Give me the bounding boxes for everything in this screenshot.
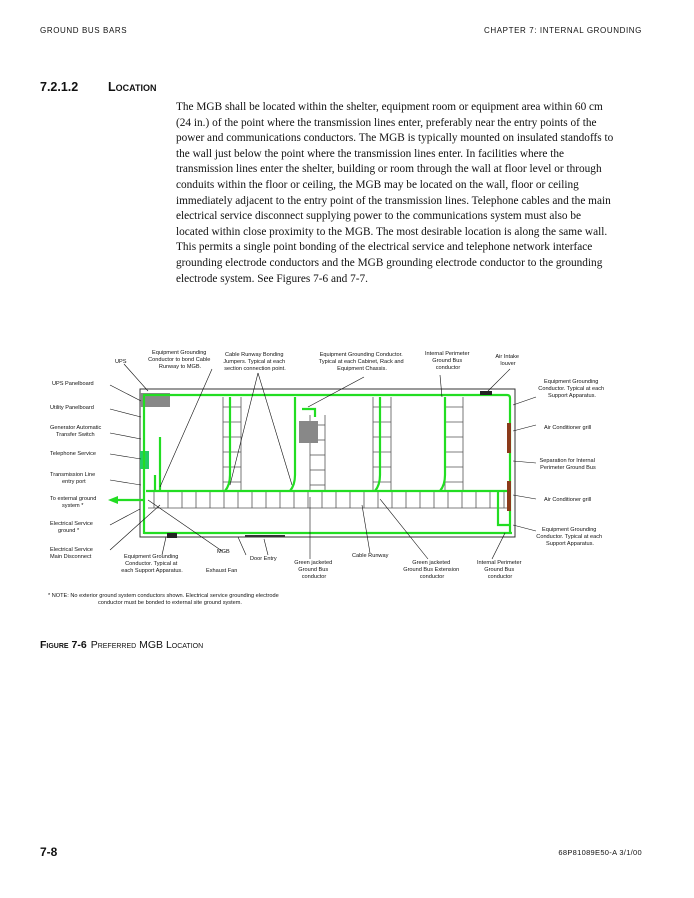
- label-ac-grill-1: Air Conditioner grill: [544, 425, 592, 431]
- air-intake-louver: [480, 391, 492, 395]
- label-to-ext-ground: To external ground system *: [50, 496, 97, 509]
- label-ac-grill-2: Air Conditioner grill: [544, 497, 592, 503]
- label-int-perim-bottom: Internal Perimeter Ground Bus conductor: [476, 560, 522, 580]
- figure-caption-label: Figure 7-6: [40, 639, 87, 651]
- label-ups-panelboard: UPS Panelboard: [52, 381, 94, 387]
- label-utility-panelboard: Utility Panelboard: [50, 405, 94, 411]
- section-title: Location: [108, 80, 157, 94]
- label-elec-service-ground: Electrical Service ground *: [50, 521, 93, 534]
- running-header-left: GROUND BUS BARS: [40, 26, 128, 35]
- label-int-perim-top: Internal Perimeter Ground Bus conductor: [424, 351, 470, 371]
- label-gen-ats: Generator Automatic Transfer Switch: [50, 425, 102, 438]
- figure-note: * NOTE: No exterior ground system conductors shown. Electrical service grounding electrode conductor must be bonded to external site ground system.: [48, 593, 279, 606]
- document-id: 68P81089E50-A 3/1/00: [558, 848, 642, 857]
- section-number: 7.2.1.2: [40, 80, 79, 94]
- label-eq-gnd-support-bottom: Equipment Grounding Conductor. Typical at each Support Apparatus.: [121, 554, 183, 574]
- leader-lines: [110, 364, 536, 559]
- mgb-location-diagram: [40, 345, 660, 615]
- external-ground-arrow: [108, 496, 118, 504]
- figure-caption: [40, 639, 203, 651]
- label-door-entry: Door Entry: [250, 556, 277, 562]
- body-paragraph: The MGB shall be located within the shelter, equipment room or equipment area within 60 cm (24 in.) of the point where the transmission lines enter, preferably near the entry points of the power and communications conductors. The MGB is typically mounted on insulated standoffs to the wall just below the point where the transmission lines enter. In facilities where the transmission lines enter the shelter, building or room through the wall at floor level or through conduits within the floor or ceiling, the MGB may be located on the wall, floor or ceiling immediately adjacent to the entry point of the transmission lines. Telephone cables and the main electrical service disconnect supplying power to the communications system must also be located within close proximity to the MGB. The most desirable location is along the same wall. This permits a single point bonding of the electrical service and telephone network interface grounding electrode conductors and the MGB grounding electrode conductor to the grounding electrode system. See Figures 7-6 and 7-7.: [176, 101, 614, 285]
- label-green-jacketed-gb: Green jacketed Ground Bus conductor: [294, 560, 333, 580]
- label-ups: UPS: [115, 359, 127, 365]
- cabinet-box: [299, 421, 318, 443]
- shelter-outline: [140, 389, 515, 537]
- label-elec-main-disc: Electrical Service Main Disconnect: [50, 547, 93, 560]
- label-eq-gnd-support-right-top: Equipment Grounding Conductor. Typical at each Support Apparatus.: [538, 379, 605, 399]
- label-air-intake: Air Intake louver: [495, 354, 520, 367]
- label-trans-line: Transmission Line entry port: [50, 472, 96, 485]
- page-number: 7-8: [40, 845, 58, 859]
- mgb-bar: [167, 533, 177, 538]
- label-eq-gnd-support-right-bottom: Equipment Grounding Conductor. Typical at each Support Apparatus.: [536, 527, 603, 547]
- label-mgb: MGB: [217, 549, 230, 555]
- label-telephone: Telephone Service: [50, 451, 97, 457]
- figure-caption-title: Preferred MGB Location: [90, 639, 204, 651]
- label-cable-runway: Cable Runway: [352, 553, 389, 559]
- ac-grill-2: [507, 481, 511, 511]
- label-eq-gnd-cable: Equipment Grounding Conductor to bond Cable Runway to MGB.: [148, 350, 211, 370]
- running-header-right: CHAPTER 7: INTERNAL GROUNDING: [483, 26, 642, 35]
- ground-bus-conductor: [115, 395, 512, 534]
- label-eq-gnd-cabinet: Equipment Grounding Conductor. Typical at each Cabinet, Rack and Equipment Chassis.: [318, 352, 404, 372]
- ac-grill-1: [507, 423, 511, 453]
- label-exhaust-fan: Exhaust Fan: [206, 568, 238, 574]
- label-cable-runway-jumpers: Cable Runway Bonding Jumpers. Typical at each section connection point.: [223, 352, 286, 372]
- label-separation: Separation for Internal Perimeter Ground Bus: [539, 458, 596, 471]
- label-green-jacketed-ext: Green jacketed Ground Bus Extension conductor: [403, 560, 460, 580]
